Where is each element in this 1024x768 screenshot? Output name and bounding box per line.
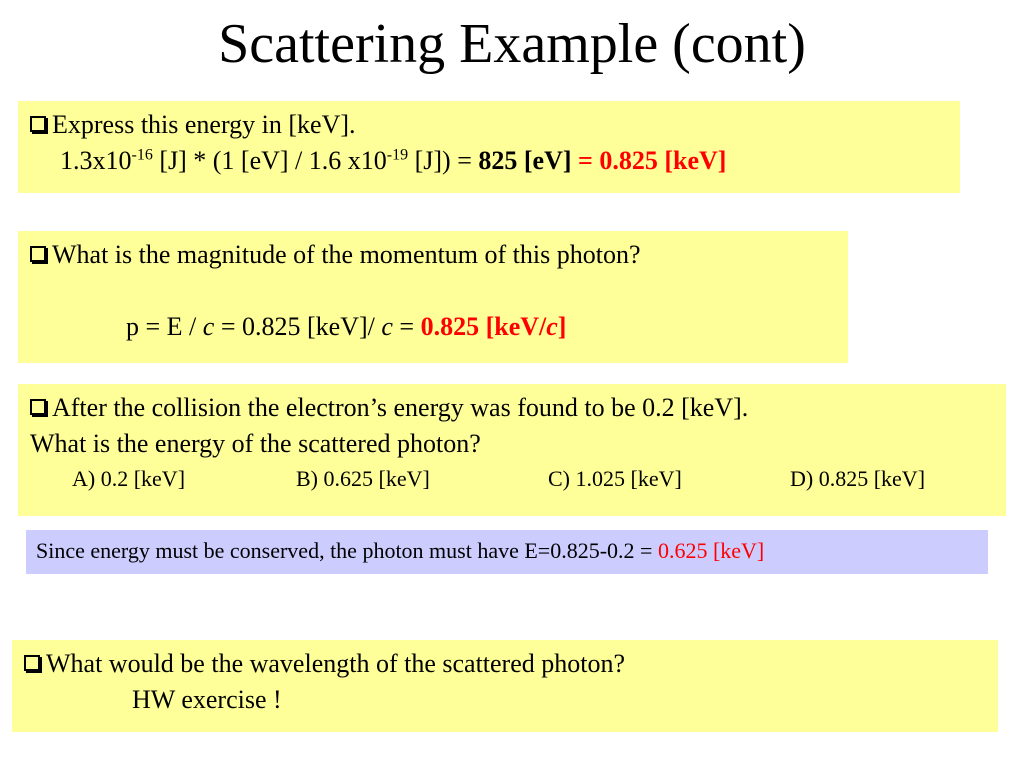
eq-answer-end: ] [557,312,567,341]
calc-exponent: -19 [386,146,409,164]
eq-c-symbol: c [381,312,393,341]
wavelength-box [12,640,998,732]
checkbox-bullet-icon [30,399,46,415]
collision-question-box [18,384,1006,516]
option-a: A) 0.2 [keV] [72,466,186,491]
calc-part: 1.3x10 [60,146,132,175]
answer-options [30,464,994,494]
calc-part: [J] * (1 [eV] / 1.6 x10 [152,146,387,175]
checkbox-bullet-icon [24,655,40,671]
calc-result-kev: = 0.825 [keV] [571,146,727,175]
option-c: C) 1.025 [keV] [548,466,682,491]
answer-value: 0.625 [keV] [657,538,765,563]
box3-question: After the collision the electron’s energy was found to be 0.2 [keV]. [52,393,749,422]
answer-box [26,530,988,574]
box2-question: What is the magnitude of the momentum of this photon? [52,240,641,269]
eq-answer-c: c [546,312,558,341]
momentum-box [18,231,848,363]
box1-question-line [30,107,948,143]
box1-question: Express this energy in [keV]. [52,110,356,139]
eq-answer: 0.825 [keV/ [420,312,547,341]
eq-part: = 0.825 [keV]/ [214,312,382,341]
calc-part: [J]) = [408,146,479,175]
box3-line1 [30,390,994,426]
calc-exponent: -16 [131,146,153,164]
checkbox-bullet-icon [30,246,46,262]
slide-title: Scattering Example (cont) [218,13,806,75]
hw-exercise: HW exercise ! [132,685,282,714]
box2-question-line [30,237,836,273]
box2-equation-line [30,309,836,345]
option-d: D) 0.825 [keV] [790,466,926,491]
box3-line2: What is the energy of the scattered photon? [30,429,481,458]
checkbox-bullet-icon [30,116,46,132]
answer-text: Since energy must be conserved, the photon must have E=0.825-0.2 = [36,538,658,563]
spacer [30,273,836,309]
box4-question: What would be the wavelength of the scattered photon? [46,649,626,678]
calc-result-ev: 825 [eV] [478,146,572,175]
eq-part: p = E / [126,312,203,341]
eq-part: = [392,312,421,341]
eq-c-symbol: c [202,312,215,341]
option-b: B) 0.625 [keV] [296,466,430,491]
box1-calculation-line [30,143,948,179]
box4-question-line [24,646,986,682]
answer-line [36,536,978,566]
energy-conversion-box [18,101,960,193]
